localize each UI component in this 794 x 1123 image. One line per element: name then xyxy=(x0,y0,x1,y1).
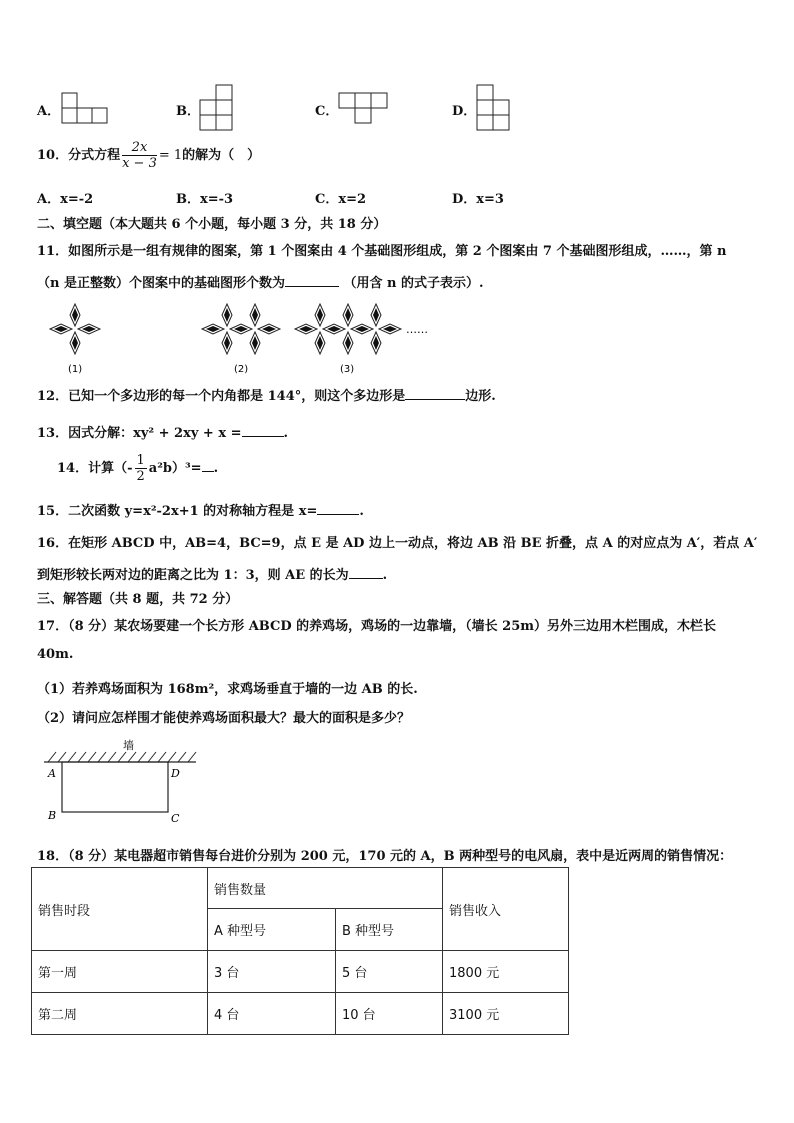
net-figure-d xyxy=(476,84,512,132)
vertex-c: C xyxy=(171,812,180,825)
option-label: A． xyxy=(37,104,61,119)
q12-text-b: 边形. xyxy=(465,389,496,404)
cell-period: 第二周 xyxy=(32,993,208,1035)
question-10 xyxy=(37,140,260,171)
q13-text-b: . xyxy=(283,426,289,441)
section-3-heading: 三、解答题（共 8 题，共 72 分） xyxy=(37,592,239,607)
q10-prefix: 10．分式方程 xyxy=(37,148,121,163)
cell-model-a: 3 台 xyxy=(208,951,336,993)
table-row xyxy=(32,951,569,993)
cell-model-b: 10 台 xyxy=(336,993,443,1035)
q10-option-b: B．x=-3 xyxy=(176,192,234,207)
pattern-2 xyxy=(202,304,280,354)
vertex-b: B xyxy=(48,809,57,822)
section-2-heading: 二、填空题（本大题共 6 个小题，每小题 3 分，共 18 分） xyxy=(37,217,387,232)
answer-blank xyxy=(285,274,339,287)
net-figure-a xyxy=(61,92,111,124)
q17-line2: 40m. xyxy=(37,647,74,662)
q16-text-b: . xyxy=(382,568,388,583)
answer-blank xyxy=(405,387,465,400)
q11-pattern-figure xyxy=(40,303,440,375)
q17-part2: （2）请问应怎样围才能使养鸡场面积最大？最大的面积是多少？ xyxy=(37,711,411,726)
q14-text-a: 14．计算（- xyxy=(57,461,133,476)
q12-text-a: 12．已知一个多边形的每一个内角都是 144°，则这个多边形是 xyxy=(37,389,406,404)
yard-rectangle xyxy=(62,762,168,812)
answer-blank xyxy=(349,566,383,579)
q15-text-a: 15．二次函数 y=x²-2x+1 的对称轴方程是 x= xyxy=(37,504,318,519)
q10-rhs: = 1 xyxy=(158,148,183,163)
wall-hatching xyxy=(48,752,196,762)
pattern-ellipsis: …… xyxy=(406,323,428,336)
q11-line1: 11．如图所示是一组有规律的图案，第 1 个图案由 4 个基础图形组成，第 2 个图案由 7 个基础图形组成，……，第 n xyxy=(37,244,727,259)
q14-fraction xyxy=(135,453,147,484)
q11-text-a: （n 是正整数）个图案中的基础图形个数为 xyxy=(37,276,285,291)
net-figure-b xyxy=(199,84,235,132)
pattern-3 xyxy=(295,304,401,354)
q16-text-a: 到矩形较长两对边的距离之比为 1：3，则 AE 的长为 xyxy=(37,568,349,583)
question-14 xyxy=(57,453,218,484)
q16-line1: 16．在矩形 ABCD 中，AB=4，BC=9，点 E 是 AD 边上一动点，将边 AB 沿 BE 折叠，点 A 的对应点为 A′，若点 A′ xyxy=(37,536,758,551)
q13-text-a: 13．因式分解：xy² + 2xy + x = xyxy=(37,426,242,441)
option-label: C． xyxy=(315,104,339,119)
q10-option-d: D．x=3 xyxy=(452,192,504,207)
vertex-d: D xyxy=(171,767,180,780)
fraction-denominator: x − 3 xyxy=(122,156,157,171)
net-figure-c xyxy=(338,92,390,124)
cell-model-b: 5 台 xyxy=(336,951,443,993)
cell-model-a: 4 台 xyxy=(208,993,336,1035)
header-period: 销售时段 xyxy=(32,868,208,951)
question-13 xyxy=(37,422,288,441)
cell-revenue: 1800 元 xyxy=(443,951,569,993)
option-label: B． xyxy=(176,104,200,119)
cell-period: 第一周 xyxy=(32,951,208,993)
option-label: D． xyxy=(452,104,477,119)
fraction-numerator: 2x xyxy=(122,140,157,156)
sales-table xyxy=(31,867,569,1035)
q10-option-a: A．x=-2 xyxy=(37,192,94,207)
q14-text-b: a²b）³= xyxy=(148,461,202,476)
cell-revenue: 3100 元 xyxy=(443,993,569,1035)
header-quantity: 销售数量 xyxy=(208,868,443,909)
q11-text-b: （用含 n 的式子表示）. xyxy=(343,276,484,291)
q15-text-b: . xyxy=(359,504,364,519)
q10-fraction xyxy=(122,140,157,171)
header-model-a: A 种型号 xyxy=(208,909,336,951)
vertex-a: A xyxy=(48,767,56,780)
fraction-denominator: 2 xyxy=(136,469,145,484)
pattern-1 xyxy=(50,304,100,354)
header-revenue: 销售收入 xyxy=(443,868,569,951)
answer-blank xyxy=(202,459,214,472)
pattern-label-2: (2) xyxy=(234,364,249,375)
question-15 xyxy=(37,500,364,519)
pattern-label-3: (3) xyxy=(340,364,355,375)
fraction-numerator: 1 xyxy=(136,453,145,468)
table-row xyxy=(32,993,569,1035)
q10-option-c: C．x=2 xyxy=(315,192,367,207)
header-model-b: B 种型号 xyxy=(336,909,443,951)
q18-intro: 18．（8 分）某电器超市销售每台进价分别为 200 元，170 元的 A，B 两种型号的电风扇，表中是近两周的销售情况： xyxy=(37,849,733,864)
q17-part1: （1）若养鸡场面积为 168m²，求鸡场垂直于墙的一边 AB 的长. xyxy=(37,682,418,697)
q17-line1: 17．（8 分）某农场要建一个长方形 ABCD 的养鸡场，鸡场的一边靠墙，（墙长 25m）另外三边用木栏围成，木栏长 xyxy=(37,619,717,634)
q14-text-c: . xyxy=(213,461,219,476)
q10-suffix: 的解为（ ） xyxy=(182,148,261,163)
q16-line2 xyxy=(37,564,387,583)
answer-blank xyxy=(242,424,284,437)
q11-line2 xyxy=(37,272,484,291)
chicken-yard-figure xyxy=(40,738,200,826)
wall-label: 墙 xyxy=(123,739,134,752)
answer-blank xyxy=(317,502,359,515)
question-12 xyxy=(37,385,496,404)
pattern-label-1: (1) xyxy=(68,364,83,375)
